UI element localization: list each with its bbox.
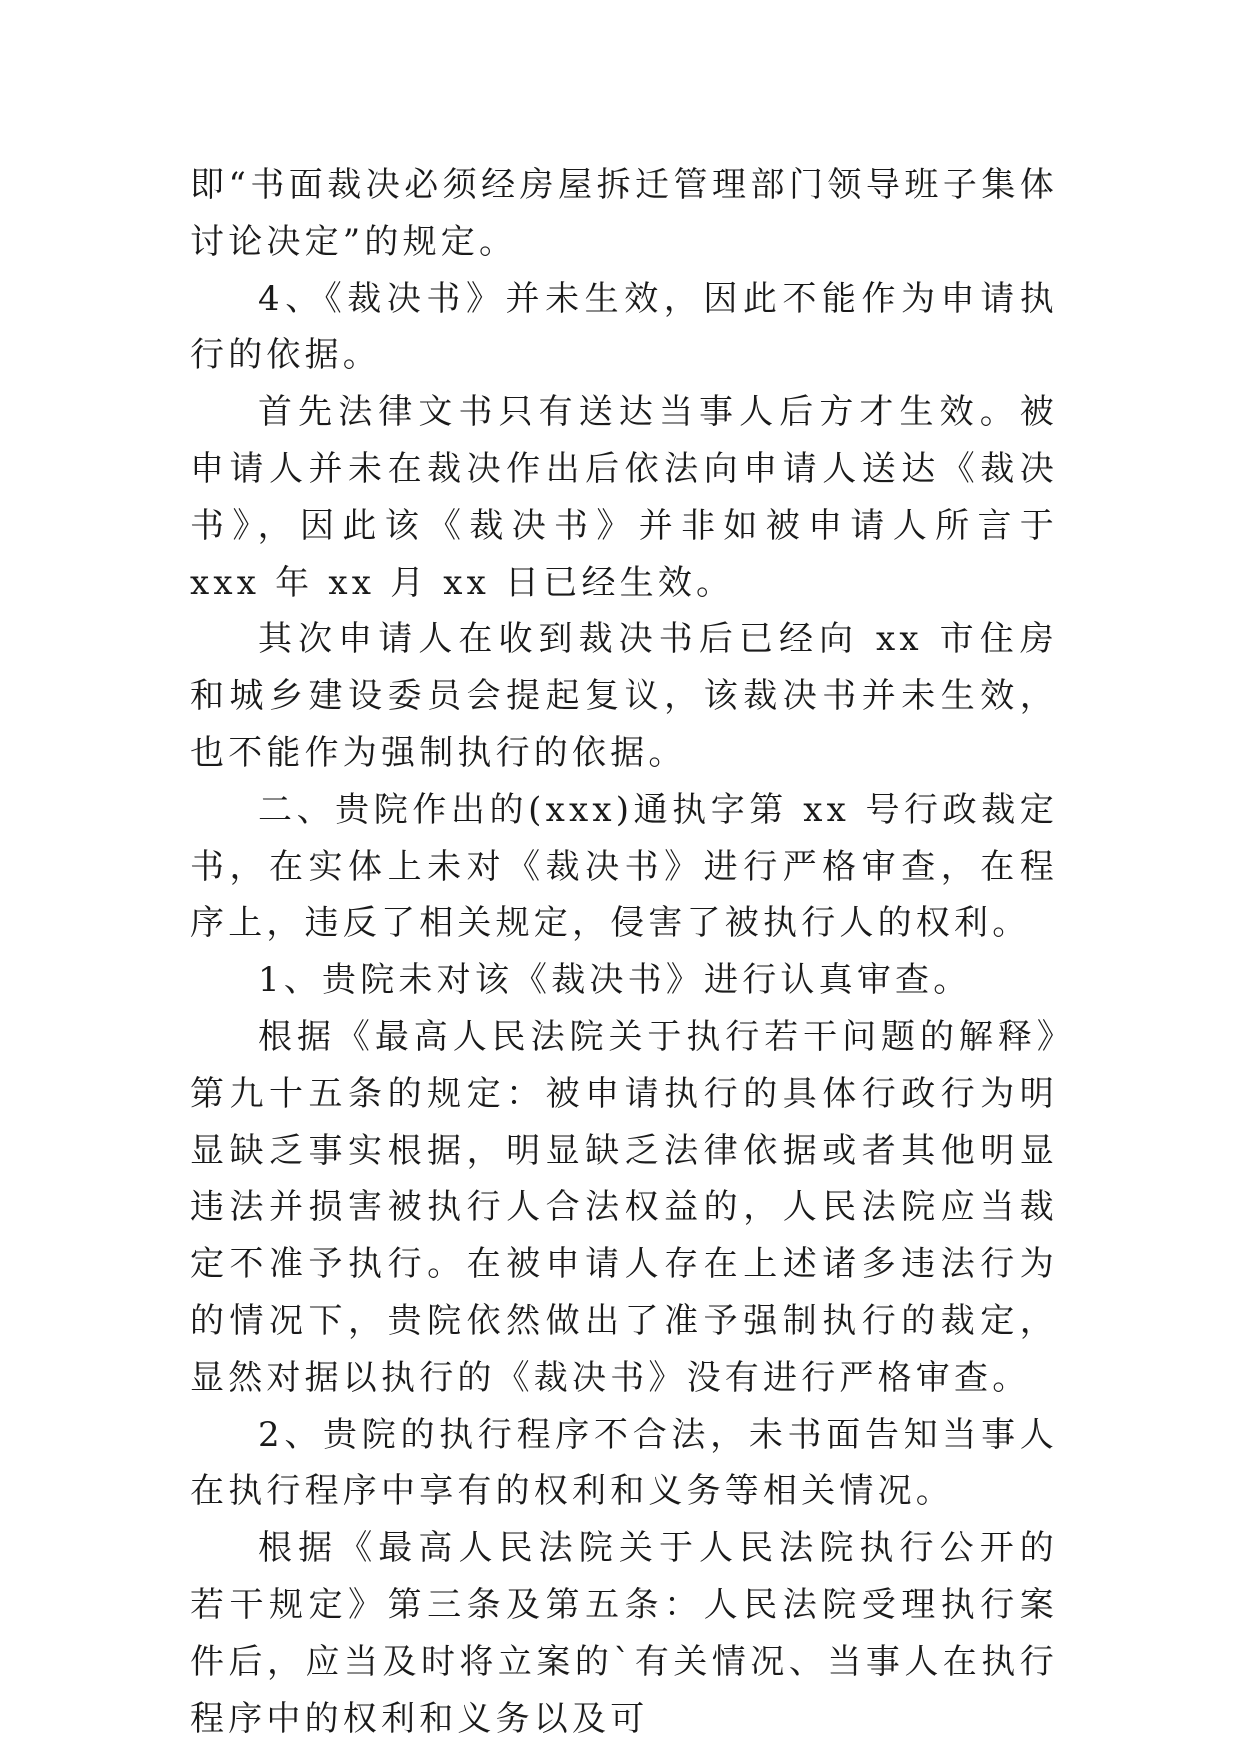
document-body xyxy=(190,157,1058,1747)
paragraph-point-4-heading: 4、《裁决书》并未生效，因此不能作为申请执行的依据。 xyxy=(190,278,1058,376)
paragraph-execution-publicity: 根据《最高人民法院关于人民法院执行公开的若干规定》第三条及第五条：人民法院受理执行案件后，应当及时将立案的`有关情况、当事人在执行程序中的权利和义务以及可 xyxy=(190,1528,1058,1739)
paragraph-continuation: 即“书面裁决必须经房屋拆迁管理部门领导班子集体讨论决定”的规定。 xyxy=(190,165,1058,262)
paragraph-point-2-heading: 2、贵院的执行程序不合法，未书面告知当事人在执行程序中享有的权利和义务等相关情况。 xyxy=(190,1414,1058,1512)
paragraph-service-not-effective: 首先法律文书只有送达当事人后方才生效。被申请人并未在裁决作出后依法向申请人送达《裁决书》，因此该《裁决书》并非如被申请人所言于 xxx 年 xx 月 xx 日已经生效。 xyxy=(190,392,1058,603)
paragraph-reconsideration: 其次申请人在收到裁决书后已经向 xx 市住房和城乡建设委员会提起复议，该裁决书并未生效，也不能作为强制执行的依据。 xyxy=(190,619,1058,773)
paragraph-section-2-heading: 二、贵院作出的(xxx)通执字第 xx 号行政裁定书，在实体上未对《裁决书》进行严格审查，在程序上，违反了相关规定，侵害了被执行人的权利。 xyxy=(190,789,1058,944)
paragraph-point-1-heading: 1、贵院未对该《裁决书》进行认真审查。 xyxy=(258,960,972,1001)
paragraph-interpretation-article-95: 根据《最高人民法院关于执行若干问题的解释》第九十五条的规定：被申请执行的具体行政行为明显缺乏事实根据，明显缺乏法律依据或者其他明显违法并损害被执行人合法权益的，人民法院应当裁定不准予执行。在被申请人存在上述诸多违法行为的情况下，贵院依然做出了准予强制执行的裁定，显然对据以执行的《裁决书》没有进行严格审查。 xyxy=(190,1016,1058,1398)
